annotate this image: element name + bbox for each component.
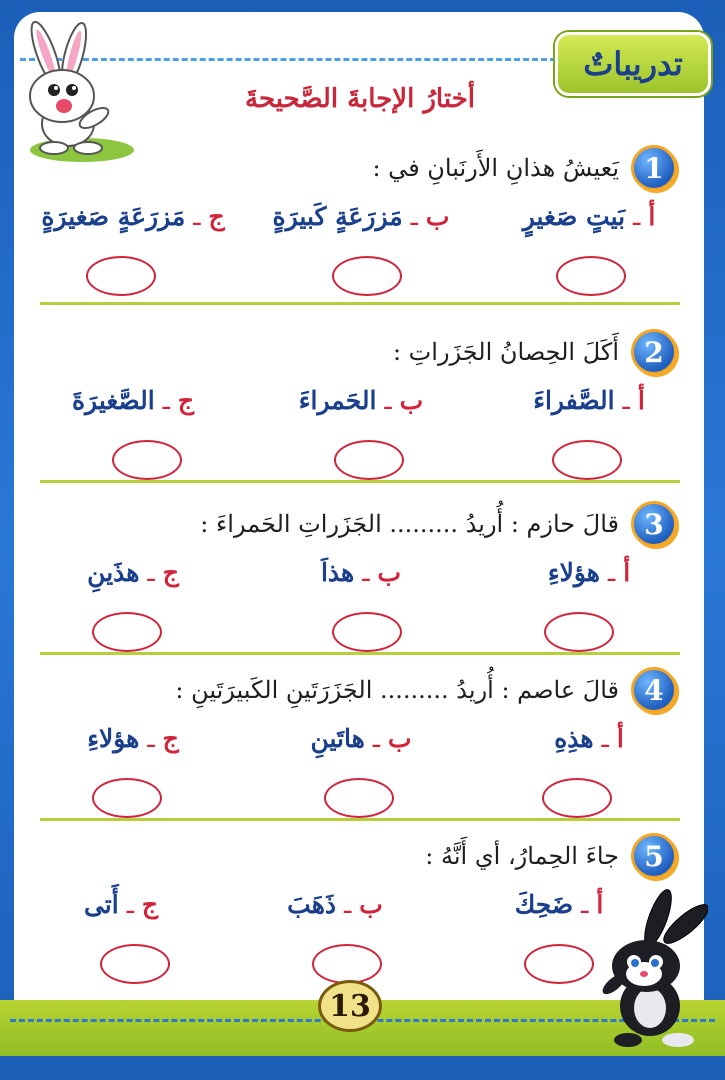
option-dash: ـ bbox=[354, 558, 378, 587]
question-divider bbox=[40, 480, 680, 483]
option-a bbox=[474, 724, 704, 753]
option-text: الحَمراءَ bbox=[298, 386, 377, 415]
option-b bbox=[246, 386, 476, 415]
question-header bbox=[175, 668, 677, 712]
question-text: جاءَ الحِمارُ، أي أَنَّهُ : bbox=[425, 842, 619, 870]
option-dash: ـ bbox=[593, 724, 617, 753]
question-number-badge: 4 bbox=[631, 667, 677, 713]
question-text: قالَ عاصم : أُريدُ ......... الجَزَرَتَينِ الكَبيرَتَينِ : bbox=[175, 676, 619, 704]
black-rabbit-icon bbox=[598, 888, 708, 1048]
option-dash: ـ bbox=[154, 386, 178, 415]
option-text: هؤلاءِ bbox=[87, 724, 140, 753]
option-text: هؤلاءِ bbox=[547, 558, 600, 587]
option-letter: أ bbox=[648, 202, 656, 231]
answer-circle-b[interactable] bbox=[332, 256, 402, 296]
answer-circle-c[interactable] bbox=[92, 778, 162, 818]
question-header bbox=[425, 834, 677, 878]
option-text: الصَّغيرَةَ bbox=[71, 386, 155, 415]
option-text: الصَّفراءَ bbox=[533, 386, 615, 415]
answer-circle-b[interactable] bbox=[324, 778, 394, 818]
option-text: مَزرَعَةٍ كَبيرَةٍ bbox=[272, 202, 403, 231]
exercises-badge bbox=[555, 32, 711, 96]
option-dash: ـ bbox=[625, 202, 649, 231]
option-text: بَيتٍ صَغيرٍ bbox=[522, 202, 626, 231]
option-a bbox=[474, 386, 704, 415]
option-c bbox=[18, 724, 248, 753]
answer-circle-b[interactable] bbox=[334, 440, 404, 480]
option-c bbox=[6, 890, 236, 919]
answer-circle-c[interactable] bbox=[100, 944, 170, 984]
answer-circle-c[interactable] bbox=[112, 440, 182, 480]
option-letter: ب bbox=[377, 558, 402, 587]
bottom-blue-strip bbox=[0, 1056, 725, 1080]
option-text: أَتى bbox=[83, 890, 119, 919]
answer-circle-c[interactable] bbox=[86, 256, 156, 296]
question-number-badge: 1 bbox=[631, 145, 677, 191]
option-dash: ـ bbox=[336, 890, 360, 919]
option-a bbox=[474, 202, 704, 231]
answer-circle-a[interactable] bbox=[524, 944, 594, 984]
option-text: هذِهِ bbox=[554, 724, 594, 753]
page-number: 13 bbox=[318, 980, 382, 1032]
option-dash: ـ bbox=[614, 386, 638, 415]
option-letter: ب bbox=[425, 202, 450, 231]
option-b bbox=[220, 890, 450, 919]
option-letter: أ bbox=[596, 890, 604, 919]
white-rabbit-icon bbox=[4, 14, 134, 164]
option-b bbox=[246, 558, 476, 587]
answer-circle-a[interactable] bbox=[552, 440, 622, 480]
option-dash: ـ bbox=[402, 202, 426, 231]
option-letter: أ bbox=[623, 558, 631, 587]
answer-circle-c[interactable] bbox=[92, 612, 162, 652]
option-text: هاتَينِ bbox=[310, 724, 365, 753]
option-letter: ب bbox=[388, 724, 412, 753]
option-letter: ج bbox=[162, 558, 179, 587]
option-dash: ـ bbox=[185, 202, 209, 231]
option-dash: ـ bbox=[118, 890, 142, 919]
answer-circle-a[interactable] bbox=[556, 256, 626, 296]
option-dash: ـ bbox=[599, 558, 624, 587]
option-dash: ـ bbox=[139, 724, 163, 753]
question-divider bbox=[40, 652, 680, 655]
badge-title: تدريباتٌ bbox=[583, 45, 683, 83]
option-dash: ـ bbox=[573, 890, 597, 919]
option-dash: ـ bbox=[364, 724, 388, 753]
question-text: يَعيشُ هذانِ الأَرنَبانِ في : bbox=[372, 154, 619, 182]
answer-circle-b[interactable] bbox=[332, 612, 402, 652]
question-number-badge: 2 bbox=[631, 329, 677, 375]
question-header bbox=[200, 502, 677, 546]
option-text: هذَينِ bbox=[87, 558, 140, 587]
option-letter: ج bbox=[177, 386, 195, 415]
option-letter: ج bbox=[162, 724, 179, 753]
question-number-badge: 3 bbox=[631, 501, 677, 547]
option-letter: ج bbox=[141, 890, 159, 919]
option-text: هذاَ bbox=[320, 558, 355, 587]
instruction-title: أختارُ الإجابةَ الصَّحيحةَ bbox=[245, 84, 475, 114]
option-a bbox=[474, 558, 704, 587]
answer-circle-a[interactable] bbox=[544, 612, 614, 652]
option-letter: أ bbox=[616, 724, 624, 753]
option-dash: ـ bbox=[139, 558, 163, 587]
option-letter: ب bbox=[359, 890, 383, 919]
option-c bbox=[18, 386, 248, 415]
option-letter: أ bbox=[637, 386, 645, 415]
question-divider bbox=[40, 302, 680, 305]
question-header bbox=[393, 330, 677, 374]
option-c bbox=[18, 558, 248, 587]
option-letter: ب bbox=[399, 386, 424, 415]
answer-circle-a[interactable] bbox=[542, 778, 612, 818]
option-b bbox=[246, 202, 476, 231]
option-c bbox=[18, 202, 248, 231]
answer-circle-b[interactable] bbox=[312, 944, 382, 984]
question-header bbox=[372, 146, 677, 190]
option-letter: ج bbox=[208, 202, 225, 231]
option-text: ضَحِكَ bbox=[514, 890, 574, 919]
option-b bbox=[246, 724, 476, 753]
question-divider bbox=[40, 818, 680, 821]
question-number-badge: 5 bbox=[631, 833, 677, 879]
question-text: أَكَلَ الحِصانُ الجَزَراتِ : bbox=[392, 338, 619, 366]
option-text: مَزرَعَةٍ صَغيرَةٍ bbox=[41, 202, 186, 231]
question-text: قالَ حازم : أُريدُ ......... الجَزَراتِ الحَمراءَ : bbox=[200, 510, 619, 538]
option-dash: ـ bbox=[376, 386, 400, 415]
option-text: ذَهَبَ bbox=[287, 890, 337, 919]
